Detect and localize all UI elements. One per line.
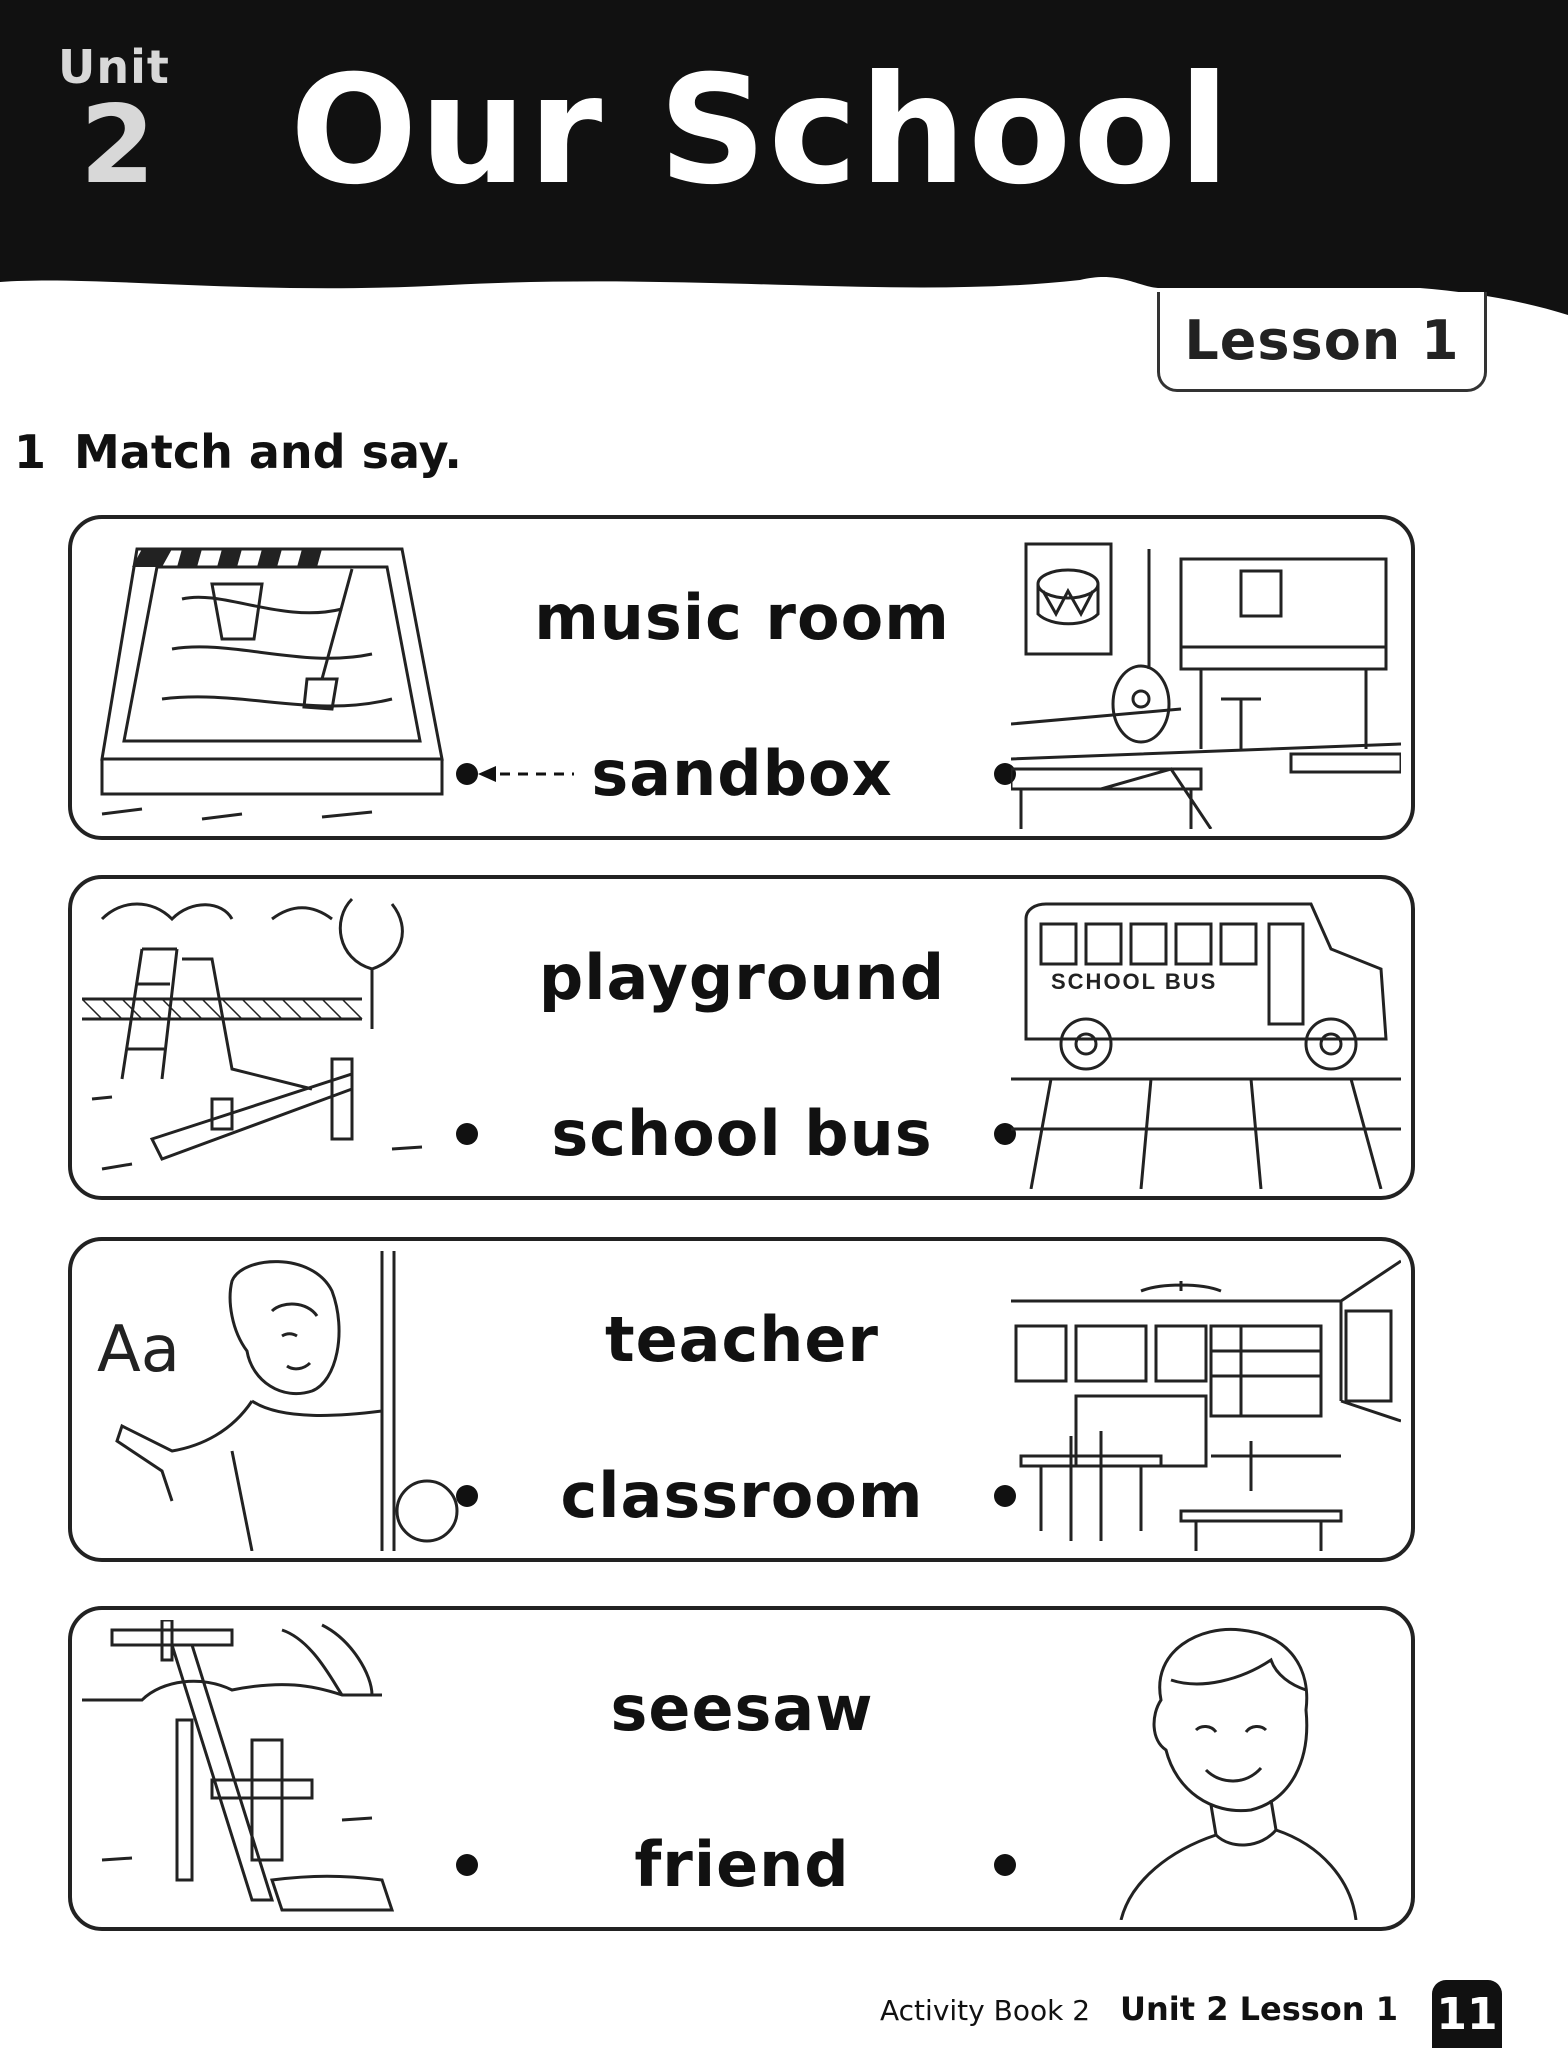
- page-number: 11: [1432, 1980, 1502, 2048]
- sandbox-picture: [82, 529, 472, 829]
- page-footer: [880, 1990, 1398, 2028]
- word-sandbox: sandbox: [591, 737, 893, 810]
- word-playground: playground: [538, 941, 946, 1014]
- teacher-picture: [82, 1251, 472, 1551]
- match-dot-left[interactable]: [456, 1123, 478, 1145]
- bus-label: SCHOOL BUS: [1051, 969, 1218, 994]
- word-teacher: teacher: [604, 1303, 880, 1376]
- lesson-label: Lesson 1: [1184, 309, 1460, 372]
- board-letters: Aa: [97, 1313, 180, 1387]
- lesson-tab: [1157, 292, 1487, 392]
- match-panel-3: [68, 1237, 1415, 1562]
- word-school-bus: school bus: [551, 1097, 933, 1170]
- music-room-picture: [1011, 529, 1401, 829]
- example-match-line: [478, 764, 578, 784]
- classroom-picture: [1011, 1251, 1401, 1551]
- match-dot-left[interactable]: [456, 1485, 478, 1507]
- instruction-text: Match and say.: [74, 425, 462, 479]
- word-music-room: music room: [534, 581, 950, 654]
- playground-picture: [82, 889, 472, 1189]
- seesaw-picture: [82, 1620, 472, 1920]
- exercise-instruction: [14, 425, 462, 479]
- word-classroom: classroom: [560, 1459, 924, 1532]
- match-dot-left[interactable]: [456, 763, 478, 785]
- word-friend: friend: [634, 1828, 850, 1901]
- exercise-number: 1: [14, 425, 47, 479]
- friend-picture: [1011, 1620, 1401, 1920]
- footer-unit-lesson: Unit 2 Lesson 1: [1120, 1990, 1398, 2028]
- page-title: Our School: [290, 44, 1232, 218]
- school-bus-picture: [1011, 889, 1401, 1189]
- unit-label: Unit: [58, 40, 170, 94]
- match-panel-4: [68, 1606, 1415, 1931]
- match-dot-left[interactable]: [456, 1854, 478, 1876]
- unit-number: 2: [80, 83, 156, 208]
- word-seesaw: seesaw: [610, 1672, 874, 1745]
- book-name: Activity Book 2: [880, 1994, 1091, 2027]
- match-panel-1: [68, 515, 1415, 840]
- unit-header: [0, 0, 1568, 340]
- match-panel-2: [68, 875, 1415, 1200]
